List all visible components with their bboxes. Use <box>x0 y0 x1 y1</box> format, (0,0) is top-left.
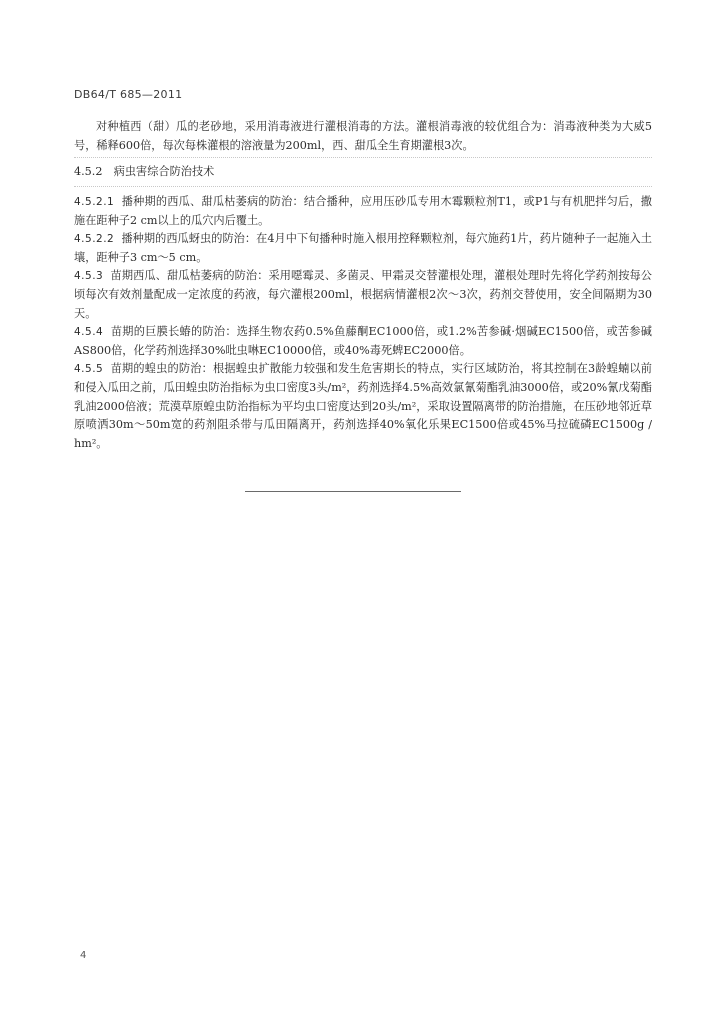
section-item <box>74 323 652 360</box>
dotted-divider <box>74 157 652 158</box>
section-text: 苗期西瓜、甜瓜枯萎病的防治：采用噁霉灵、多菌灵、甲霜灵交替灌根处理，灌根处理时先将化学药剂按每公顷每次有效剂量配成一定浓度的药液，每穴灌根200ml，根据病情灌根2次～3次，药剂交替使用，安全间隔期为30天。 <box>74 269 652 320</box>
section-number: 4.5.2.2 <box>74 233 115 246</box>
end-rule <box>245 491 461 492</box>
section-item <box>74 230 652 267</box>
section-text: 播种期的西瓜、甜瓜枯萎病的防治：结合播种，应用压砂瓜专用木霉颗粒剂T1，或P1与有机肥拌匀后，撒施在距种子2 cm以上的瓜穴内后覆土。 <box>74 195 652 227</box>
section-number: 4.5.2.1 <box>74 196 115 208</box>
section-number: 4.5.5 <box>74 363 104 376</box>
section-heading: 4.5.2 病虫害综合防治技术 <box>74 165 215 178</box>
section-number: 4.5.3 <box>74 270 104 283</box>
section-text: 播种期的西瓜蚜虫的防治：在4月中下旬播种时施入根用控释颗粒剂，每穴施药1片，药片随种子一起施入土壤，距种子3 cm～5 cm。 <box>74 232 652 264</box>
section-list <box>74 193 652 453</box>
dotted-divider <box>74 186 652 187</box>
section-item <box>74 267 652 323</box>
section-item <box>74 193 652 230</box>
page-number: 4 <box>80 950 87 961</box>
section-text: 苗期的蝗虫的防治：根据蝗虫扩散能力较强和发生危害期长的特点，实行区域防治，将其控制在3龄蝗蝻以前和侵入瓜田之前，瓜田蝗虫防治指标为虫口密度3头/m²，药剂选择4.5%高效氯氰菊酯乳油3000倍，或20%氰戊菊酯乳油2000倍液；荒漠草原蝗虫防治指标为平均虫口密度达到20头/m²，采取设置隔离带的防治措施，在压砂地邻近草原喷洒30m～50m宽的药剂阻杀带与瓜田隔离开，药剂选择40%氧化乐果EC1500倍或45%马拉硫磷EC1500g / hm²。 <box>74 362 652 450</box>
section-item <box>74 360 652 453</box>
section-text: 苗期的巨膜长蝽的防治：选择生物农药0.5%鱼藤酮EC1000倍，或1.2%苦参碱·烟碱EC1500倍，或苦参碱AS800倍，化学药剂选择30%吡虫啉EC10000倍，或40%毒死蜱EC2000倍。 <box>74 325 652 357</box>
section-number: 4.5.4 <box>74 326 104 339</box>
standard-code: DB64/T 685—2011 <box>74 88 183 101</box>
intro-paragraph: 对种植西（甜）瓜的老砂地，采用消毒液进行灌根消毒的方法。灌根消毒液的较优组合为：消毒液种类为大威5号，稀释600倍，每次每株灌根的溶液量为200ml，西、甜瓜全生育期灌根3次。 <box>74 120 652 152</box>
